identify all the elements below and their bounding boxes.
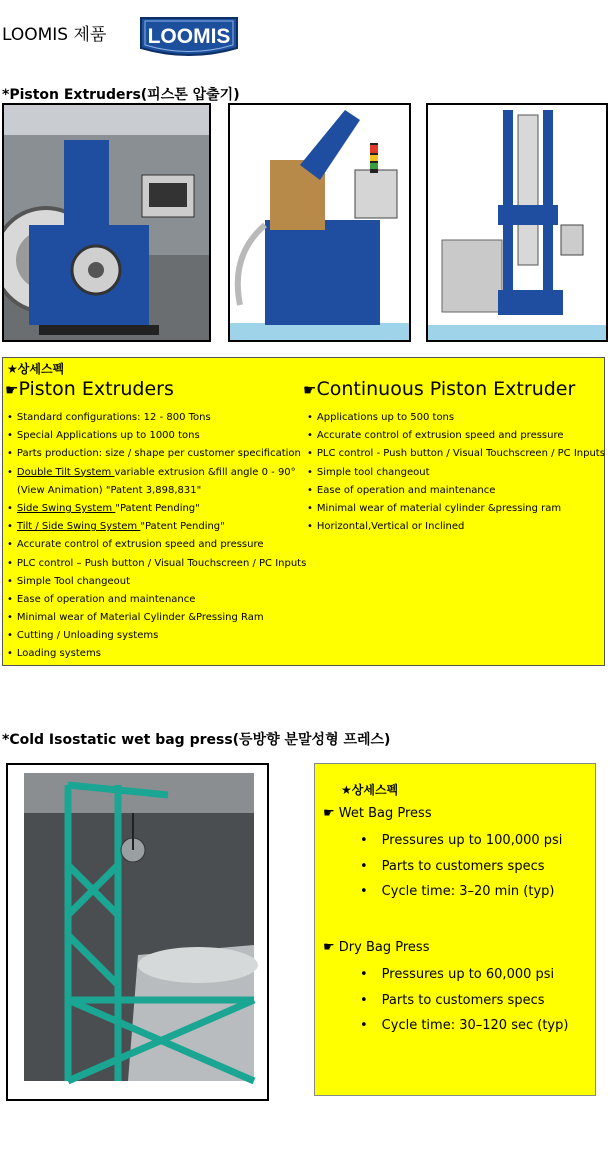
list-item	[7, 518, 306, 536]
spec-heading: ★상세스펙	[341, 783, 399, 797]
hand-pointer-icon: ☛	[5, 381, 19, 399]
list-item: • Horizontal,Vertical or Inclined	[307, 518, 605, 536]
list-item: • Cycle time: 3–20 min (typ)	[360, 879, 562, 905]
list-item-text: "Patent Pending"	[115, 502, 200, 514]
logo-text: LOOMIS	[147, 25, 231, 48]
piston-extruders-title: Piston Extruders	[18, 378, 174, 400]
list-item: • Cutting / Unloading systems	[7, 627, 306, 645]
hand-pointer-icon: ☛	[303, 381, 317, 399]
wet-bag-press-title: Wet Bag Press	[338, 806, 432, 821]
continuous-piston-extruder-title: Continuous Piston Extruder	[316, 378, 576, 400]
list-item: • Applications up to 500 tons	[307, 409, 605, 427]
cold-isostatic-section-title: *Cold Isostatic wet bag press(등방향 분말성형 프레스)	[2, 732, 391, 748]
piston-extruders-title-row	[5, 378, 174, 400]
piston-extruder-photo-2	[228, 103, 411, 342]
list-item: • Ease of operation and maintenance	[7, 591, 306, 609]
continuous-extruder-title-row	[303, 378, 575, 400]
piston-extruder-photo-1	[2, 103, 211, 342]
loomis-logo	[137, 12, 241, 62]
list-item	[7, 500, 306, 518]
page-title: LOOMIS 제품	[2, 25, 107, 45]
piston-spec-box	[2, 357, 605, 666]
dry-bag-press-title: Dry Bag Press	[338, 940, 430, 955]
dry-bag-press-spec-list	[360, 962, 568, 1039]
list-item: • Parts production: size / shape per customer specification	[7, 445, 306, 463]
piston-section-title: *Piston Extruders(피스톤 압출기)	[2, 87, 240, 103]
hand-pointer-icon: ☛	[323, 806, 335, 821]
list-item: • PLC control - Push button / Visual Touchscreen / PC Inputs	[307, 445, 605, 463]
piston-extruder-photo-3	[426, 103, 608, 342]
list-item-text: "Patent Pending"	[140, 521, 225, 533]
list-item: • Pressures up to 60,000 psi	[360, 962, 568, 988]
list-item: • Parts to customers specs	[360, 854, 562, 880]
list-item	[7, 464, 306, 482]
wet-bag-press-spec-list	[360, 828, 562, 905]
piston-extruders-spec-list	[7, 409, 306, 664]
spec-heading: ★상세스펙	[7, 362, 65, 376]
wet-bag-press-photo	[6, 763, 269, 1101]
list-item: • Simple Tool changeout	[7, 573, 306, 591]
list-item: • Ease of operation and maintenance	[307, 482, 605, 500]
cold-isostatic-spec-box	[314, 763, 596, 1096]
list-item-text: variable extrusion &fill angle 0 - 90°	[114, 466, 296, 478]
list-item: • Minimal wear of material cylinder &pressing ram	[307, 500, 605, 518]
wet-bag-press-title-row	[323, 806, 432, 821]
list-item: (View Animation) "Patent 3,898,831"	[17, 484, 202, 496]
list-item: • Standard configurations: 12 - 800 Tons	[7, 409, 306, 427]
tilt-side-swing-system-link[interactable]: Tilt / Side Swing System	[16, 521, 141, 533]
list-item: • Simple tool changeout	[307, 464, 605, 482]
list-item: • Loading systems	[7, 645, 306, 663]
list-item: • PLC control – Push button / Visual Touchscreen / PC Inputs	[7, 555, 306, 573]
double-tilt-system-link[interactable]: Double Tilt System	[16, 466, 115, 478]
dry-bag-press-title-row	[323, 940, 429, 955]
side-swing-system-link[interactable]: Side Swing System	[16, 502, 116, 514]
list-item: • Accurate control of extrusion speed and pressure	[307, 427, 605, 445]
continuous-extruder-spec-list	[307, 409, 605, 536]
list-item: • Pressures up to 100,000 psi	[360, 828, 562, 854]
hand-pointer-icon: ☛	[323, 940, 335, 955]
list-item: • Minimal wear of Material Cylinder &Pressing Ram	[7, 609, 306, 627]
list-item: • Cycle time: 30–120 sec (typ)	[360, 1013, 568, 1039]
list-item: • Parts to customers specs	[360, 988, 568, 1014]
list-item: • Special Applications up to 1000 tons	[7, 427, 306, 445]
list-item: • Accurate control of extrusion speed and pressure	[7, 536, 306, 554]
